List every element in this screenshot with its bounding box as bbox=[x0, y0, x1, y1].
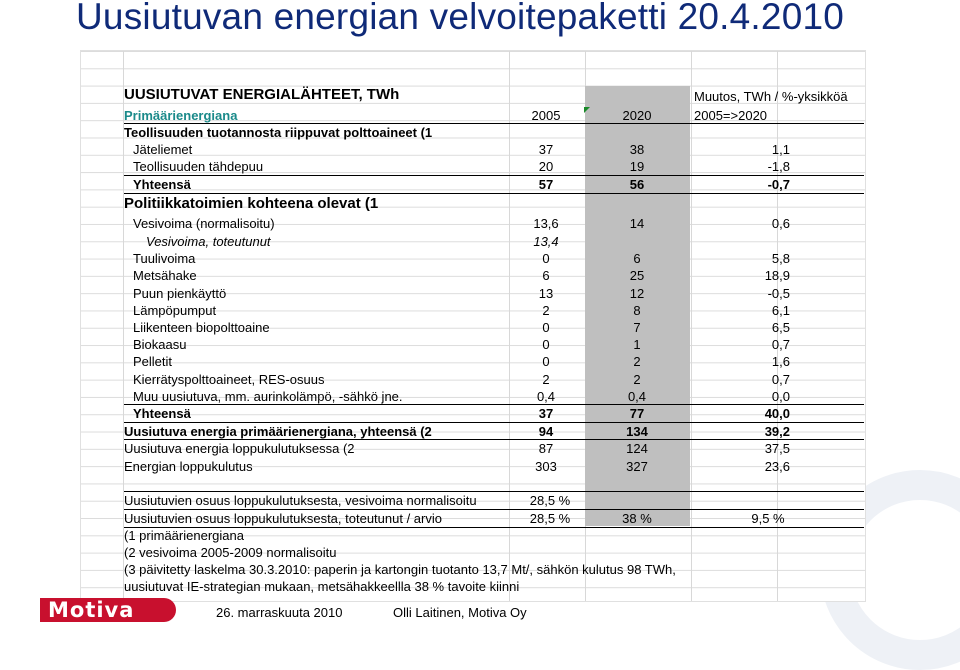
value-change: -0,7 bbox=[767, 177, 790, 192]
value-change: 0,6 bbox=[771, 216, 790, 231]
value-2005: 20 bbox=[538, 159, 554, 174]
footnote: uusiutuvat IE-strategian mukaan, metsähakkeellla 38 % tavoite kiinni bbox=[124, 579, 520, 594]
value-change: 6,1 bbox=[771, 303, 790, 318]
value-2005: 87 bbox=[538, 441, 554, 456]
value-change: 5,8 bbox=[771, 251, 790, 266]
value-2020: 2 bbox=[633, 372, 641, 387]
share-label: Uusiutuvien osuus loppukulutuksesta, vesivoima normalisoitu bbox=[124, 493, 477, 508]
value-2005: 0 bbox=[542, 251, 550, 266]
row-label: Liikenteen biopolttoaine bbox=[133, 320, 270, 335]
column-header-2020: 2020 bbox=[622, 108, 652, 123]
row-label: Pelletit bbox=[133, 354, 173, 369]
value-2005: 0 bbox=[542, 337, 550, 352]
value-2020: 6 bbox=[633, 251, 641, 266]
row-label: Uusiutuva energia primäärienergiana, yhteensä (2 bbox=[124, 424, 432, 439]
footnote: (2 vesivoima 2005-2009 normalisoitu bbox=[124, 545, 337, 560]
value-2020: 327 bbox=[626, 459, 648, 474]
share-2005: 28,5 % bbox=[529, 511, 571, 526]
change-header: Muutos, TWh / %-yksikköä bbox=[694, 89, 848, 104]
column-header-2005: 2005 bbox=[531, 108, 561, 123]
row-label: Vesivoima, toteutunut bbox=[146, 234, 271, 249]
row-label: Biokaasu bbox=[133, 337, 187, 352]
value-change: 40,0 bbox=[764, 406, 790, 421]
value-2005: 2 bbox=[542, 303, 550, 318]
value-2020: 25 bbox=[629, 268, 645, 283]
change-subheader: 2005=>2020 bbox=[694, 108, 768, 123]
value-2005: 57 bbox=[538, 177, 554, 192]
value-2005: 94 bbox=[538, 424, 554, 439]
value-2005: 0 bbox=[542, 354, 550, 369]
value-2020: 77 bbox=[629, 406, 645, 421]
row-label: Metsähake bbox=[133, 268, 197, 283]
value-change: 23,6 bbox=[764, 459, 790, 474]
value-2020: 38 bbox=[629, 142, 645, 157]
value-change: -1,8 bbox=[767, 159, 790, 174]
value-2020: 7 bbox=[633, 320, 641, 335]
share-2020: 38 % bbox=[622, 511, 652, 526]
row-label: Vesivoima (normalisoitu) bbox=[133, 216, 275, 231]
value-2020: 134 bbox=[626, 424, 648, 439]
value-change: 37,5 bbox=[764, 441, 790, 456]
row-label: Uusiutuva energia loppukulutuksessa (2 bbox=[124, 441, 355, 456]
row-label: Puun pienkäyttö bbox=[133, 286, 227, 301]
value-change: 18,9 bbox=[764, 268, 790, 283]
value-2005: 0 bbox=[542, 320, 550, 335]
value-change: 0,0 bbox=[771, 389, 790, 404]
row-label: Yhteensä bbox=[133, 406, 191, 421]
value-2005: 37 bbox=[538, 406, 554, 421]
value-change: 39,2 bbox=[764, 424, 790, 439]
value-change: 6,5 bbox=[771, 320, 790, 335]
value-change: 1,1 bbox=[771, 142, 790, 157]
row-label: Teollisuuden tähdepuu bbox=[133, 159, 264, 174]
row-label: Lämpöpumput bbox=[133, 303, 217, 318]
row-label: Tuulivoima bbox=[133, 251, 196, 266]
value-2005: 0,4 bbox=[536, 389, 556, 404]
motiva-logo: Motiva bbox=[40, 598, 176, 622]
value-2005: 13,6 bbox=[533, 216, 559, 231]
value-change: 0,7 bbox=[771, 372, 790, 387]
value-2020: 8 bbox=[633, 303, 641, 318]
section-policy: Politiikkatoimien kohteena olevat (1 bbox=[124, 195, 379, 212]
value-2020: 19 bbox=[629, 159, 645, 174]
footnote: (3 päivitetty laskelma 30.3.2010: paperin ja kartongin tuotanto 13,7 Mt/, sähkön kulutus 98 TWh, bbox=[124, 562, 676, 577]
value-2020: 56 bbox=[629, 177, 645, 192]
table-heading: UUSIUTUVAT ENERGIALÄHTEET, TWh bbox=[124, 86, 400, 103]
share-2005: 28,5 % bbox=[529, 493, 571, 508]
value-2020: 2 bbox=[633, 354, 641, 369]
row-label: Muu uusiutuva, mm. aurinkolämpö, -sähkö jne. bbox=[133, 389, 403, 404]
table-subheading: Primäärienergiana bbox=[124, 108, 238, 123]
value-2020: 124 bbox=[626, 441, 648, 456]
section-industry: Teollisuuden tuotannosta riippuvat polttoaineet (1 bbox=[124, 125, 433, 140]
value-2005: 13,4 bbox=[533, 234, 559, 249]
value-2005: 13 bbox=[538, 286, 554, 301]
value-2005: 6 bbox=[542, 268, 550, 283]
value-change: 0,7 bbox=[771, 337, 790, 352]
row-label: Yhteensä bbox=[133, 177, 191, 192]
value-2005: 37 bbox=[538, 142, 554, 157]
row-label: Jäteliemet bbox=[133, 142, 193, 157]
footer-author: Olli Laitinen, Motiva Oy bbox=[393, 605, 527, 620]
value-change: 1,6 bbox=[771, 354, 790, 369]
footer-date: 26. marraskuuta 2010 bbox=[216, 605, 343, 620]
value-2005: 2 bbox=[542, 372, 550, 387]
slide-title: Uusiutuvan energian velvoitepaketti 20.4.2010 bbox=[76, 0, 845, 37]
value-2020: 14 bbox=[629, 216, 645, 231]
share-label: Uusiutuvien osuus loppukulutuksesta, toteutunut / arvio bbox=[124, 511, 442, 526]
value-2005: 303 bbox=[535, 459, 557, 474]
value-2020: 0,4 bbox=[627, 389, 647, 404]
footnote: (1 primäärienergiana bbox=[124, 528, 244, 543]
value-2020: 12 bbox=[629, 286, 645, 301]
row-label: Kierrätyspolttoaineet, RES-osuus bbox=[133, 372, 325, 387]
row-label: Energian loppukulutus bbox=[124, 459, 253, 474]
value-change: -0,5 bbox=[767, 286, 790, 301]
cell-comment-marker bbox=[584, 107, 590, 113]
share-change: 9,5 % bbox=[751, 511, 785, 526]
value-2020: 1 bbox=[633, 337, 641, 352]
